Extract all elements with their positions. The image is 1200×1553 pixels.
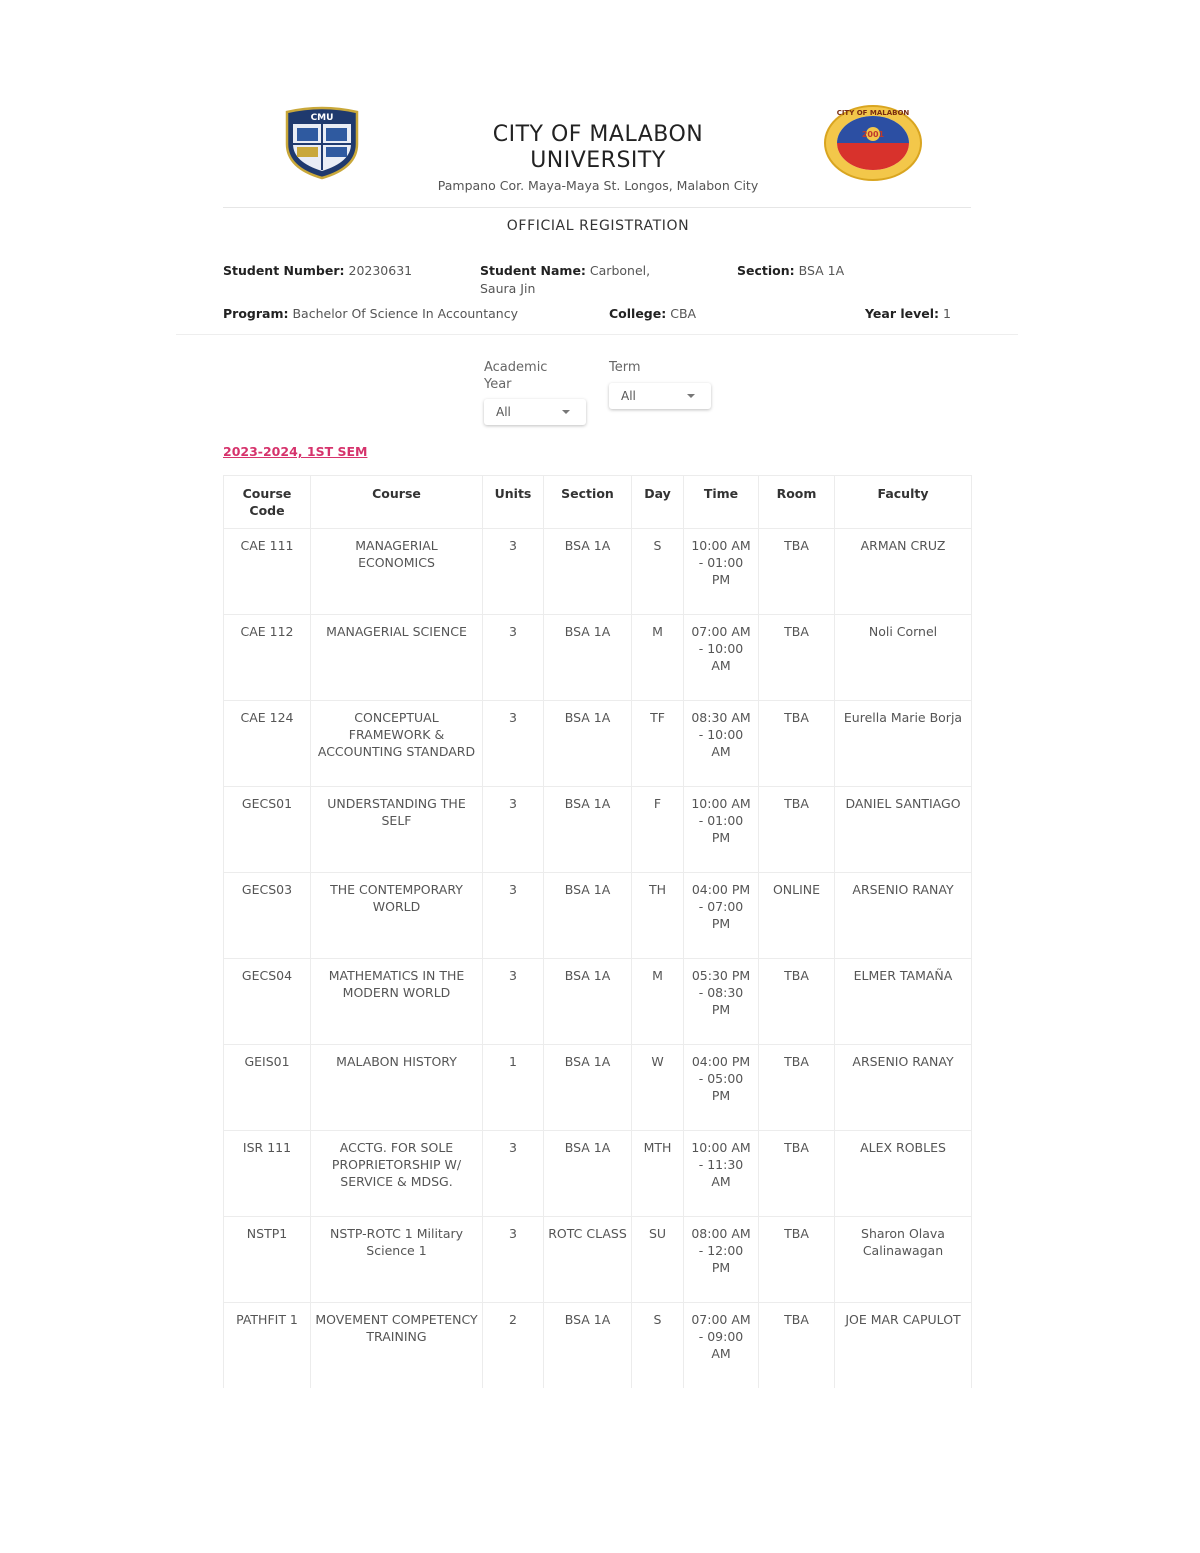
cell-time: 08:30 AM - 10:00 AM [684, 701, 759, 787]
university-line-2: UNIVERSITY [530, 148, 666, 173]
university-line-1: CITY OF MALABON [492, 122, 704, 147]
cell-day: S [632, 529, 684, 615]
academic-year-select[interactable] [484, 399, 586, 425]
cell-code: CAE 112 [224, 615, 311, 701]
cell-code: ISR 111 [224, 1131, 311, 1217]
student-name-value-1: Carbonel, [589, 263, 651, 278]
cell-faculty: ELMER TAMAÑA [835, 959, 972, 1045]
cell-day: W [632, 1045, 684, 1131]
cell-section: BSA 1A [544, 529, 632, 615]
college-value: CBA [670, 306, 697, 321]
program-label: Program: [223, 306, 289, 321]
header-time: Time [684, 476, 759, 529]
cell-code: CAE 124 [224, 701, 311, 787]
student-number-label: Student Number: [223, 263, 345, 278]
section-value: BSA 1A [798, 263, 845, 278]
university-name [420, 122, 776, 174]
academic-year-label [484, 359, 547, 393]
table-row [224, 1045, 972, 1131]
svg-text:CITY OF MALABON: CITY OF MALABON [836, 109, 910, 117]
cell-course: CONCEPTUAL FRAMEWORK & ACCOUNTING STANDARD [311, 701, 483, 787]
cell-units: 1 [483, 1045, 544, 1131]
table-row [224, 701, 972, 787]
cell-room: TBA [759, 701, 835, 787]
cell-room: TBA [759, 1217, 835, 1303]
cell-section: BSA 1A [544, 1303, 632, 1389]
cell-faculty: ALEX ROBLES [835, 1131, 972, 1217]
cell-time: 04:00 PM - 05:00 PM [684, 1045, 759, 1131]
table-row [224, 1131, 972, 1217]
table-row [224, 959, 972, 1045]
table-row [224, 615, 972, 701]
year-level-label: Year level: [865, 306, 940, 321]
cell-code: GECS01 [224, 787, 311, 873]
cell-units: 3 [483, 701, 544, 787]
cell-units: 3 [483, 1217, 544, 1303]
header-section: Section [544, 476, 632, 529]
registration-table [223, 475, 972, 1388]
table-row [224, 1303, 972, 1389]
semester-link[interactable]: 2023-2024, 1ST SEM [223, 444, 368, 459]
cell-time: 07:00 AM - 10:00 AM [684, 615, 759, 701]
cell-section: BSA 1A [544, 1045, 632, 1131]
chevron-down-icon [687, 394, 695, 398]
academic-year-label-1: Academic [484, 360, 548, 375]
cell-faculty: Eurella Marie Borja [835, 701, 972, 787]
chevron-down-icon [562, 410, 570, 414]
header-faculty: Faculty [835, 476, 972, 529]
cell-room: TBA [759, 529, 835, 615]
term-select[interactable] [609, 383, 711, 409]
cell-course: THE CONTEMPORARY WORLD [311, 873, 483, 959]
cell-course: NSTP-ROTC 1 Military Science 1 [311, 1217, 483, 1303]
academic-year-value: All [496, 405, 511, 419]
cell-faculty: ARMAN CRUZ [835, 529, 972, 615]
cell-code: PATHFIT 1 [224, 1303, 311, 1389]
svg-text:2001: 2001 [861, 130, 885, 139]
cell-course: MANAGERIAL SCIENCE [311, 615, 483, 701]
header-course-code: Course Code [224, 476, 311, 529]
academic-year-label-2: Year [484, 377, 512, 392]
cell-faculty: Noli Cornel [835, 615, 972, 701]
cell-units: 3 [483, 1131, 544, 1217]
header-day: Day [632, 476, 684, 529]
cell-units: 3 [483, 615, 544, 701]
cell-units: 2 [483, 1303, 544, 1389]
cell-room: TBA [759, 787, 835, 873]
section-label: Section: [737, 263, 795, 278]
cell-day: F [632, 787, 684, 873]
cell-day: SU [632, 1217, 684, 1303]
student-year-level [865, 305, 951, 323]
cell-units: 3 [483, 529, 544, 615]
cell-course: UNDERSTANDING THE SELF [311, 787, 483, 873]
divider [223, 207, 971, 208]
header-course: Course [311, 476, 483, 529]
year-level-value: 1 [943, 306, 951, 321]
cell-section: BSA 1A [544, 873, 632, 959]
cell-section: ROTC CLASS [544, 1217, 632, 1303]
student-name-label: Student Name: [480, 263, 586, 278]
term-value: All [621, 389, 636, 403]
document-title: OFFICIAL REGISTRATION [506, 218, 690, 234]
student-number [223, 262, 412, 280]
cell-units: 3 [483, 873, 544, 959]
university-address: Pampano Cor. Maya-Maya St. Longos, Malabon City [437, 178, 759, 193]
cell-code: CAE 111 [224, 529, 311, 615]
header-room: Room [759, 476, 835, 529]
cell-room: ONLINE [759, 873, 835, 959]
cell-code: GEIS01 [224, 1045, 311, 1131]
table-row [224, 529, 972, 615]
cell-course: MALABON HISTORY [311, 1045, 483, 1131]
cell-day: S [632, 1303, 684, 1389]
cell-day: M [632, 959, 684, 1045]
student-section [737, 262, 844, 280]
cell-units: 3 [483, 787, 544, 873]
cell-room: TBA [759, 1303, 835, 1389]
cell-day: TF [632, 701, 684, 787]
table-row [224, 787, 972, 873]
student-college [609, 305, 696, 323]
malabon-seal [823, 104, 923, 182]
cell-section: BSA 1A [544, 701, 632, 787]
divider [176, 334, 1018, 335]
cell-section: BSA 1A [544, 1131, 632, 1217]
cell-course: MANAGERIAL ECONOMICS [311, 529, 483, 615]
program-value: Bachelor Of Science In Accountancy [292, 306, 518, 321]
cell-code: NSTP1 [224, 1217, 311, 1303]
cell-time: 10:00 AM - 11:30 AM [684, 1131, 759, 1217]
cell-time: 04:00 PM - 07:00 PM [684, 873, 759, 959]
cell-section: BSA 1A [544, 959, 632, 1045]
table-row [224, 1217, 972, 1303]
cell-day: M [632, 615, 684, 701]
student-program [223, 305, 518, 323]
cell-time: 10:00 AM - 01:00 PM [684, 529, 759, 615]
cell-day: MTH [632, 1131, 684, 1217]
cell-course: ACCTG. FOR SOLE PROPRIETORSHIP W/ SERVICE & MDSG. [311, 1131, 483, 1217]
table-header-row [224, 476, 972, 529]
cell-units: 3 [483, 959, 544, 1045]
cell-faculty: JOE MAR CAPULOT [835, 1303, 972, 1389]
student-name [480, 262, 690, 298]
cell-course: MOVEMENT COMPETENCY TRAINING [311, 1303, 483, 1389]
student-number-value: 20230631 [348, 263, 413, 278]
cell-time: 07:00 AM - 09:00 AM [684, 1303, 759, 1389]
cell-faculty: Sharon Olava Calinawagan [835, 1217, 972, 1303]
cell-room: TBA [759, 959, 835, 1045]
cell-code: GECS03 [224, 873, 311, 959]
header-units: Units [483, 476, 544, 529]
cell-section: BSA 1A [544, 787, 632, 873]
cell-room: TBA [759, 1045, 835, 1131]
cell-faculty: ARSENIO RANAY [835, 1045, 972, 1131]
table-row [224, 873, 972, 959]
cell-section: BSA 1A [544, 615, 632, 701]
cell-faculty: DANIEL SANTIAGO [835, 787, 972, 873]
cell-day: TH [632, 873, 684, 959]
college-label: College: [609, 306, 667, 321]
cell-time: 08:00 AM - 12:00 PM [684, 1217, 759, 1303]
term-label: Term [609, 360, 641, 375]
svg-text:CMU: CMU [310, 113, 334, 123]
cmu-logo [281, 106, 363, 180]
cell-time: 05:30 PM - 08:30 PM [684, 959, 759, 1045]
cell-faculty: ARSENIO RANAY [835, 873, 972, 959]
cell-room: TBA [759, 615, 835, 701]
student-name-value-2: Saura Jin [480, 281, 536, 296]
cell-code: GECS04 [224, 959, 311, 1045]
cell-room: TBA [759, 1131, 835, 1217]
cell-course: MATHEMATICS IN THE MODERN WORLD [311, 959, 483, 1045]
cell-time: 10:00 AM - 01:00 PM [684, 787, 759, 873]
